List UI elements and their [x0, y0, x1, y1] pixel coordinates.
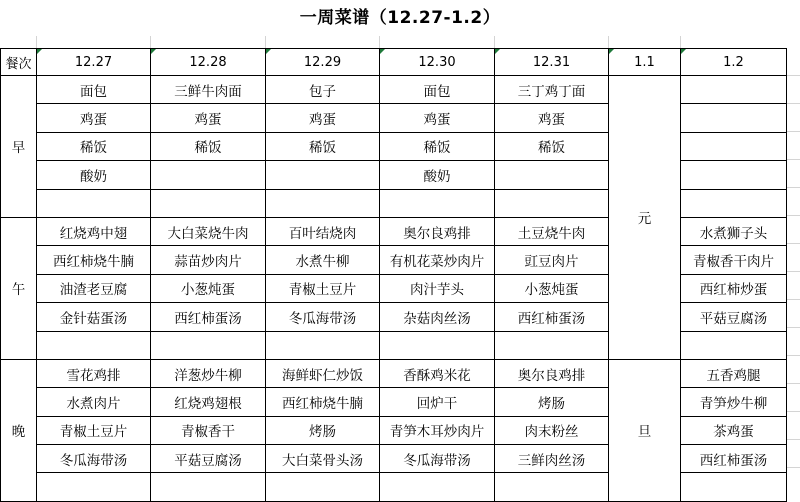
menu-cell[interactable]: 鸡蛋 — [380, 104, 495, 132]
menu-cell[interactable] — [266, 473, 380, 501]
menu-cell[interactable]: 酸奶 — [380, 161, 495, 189]
menu-cell[interactable]: 面包 — [37, 76, 151, 104]
menu-cell[interactable]: 杂菇肉丝汤 — [380, 303, 495, 331]
menu-cell[interactable] — [266, 161, 380, 189]
menu-cell[interactable]: 面包 — [380, 76, 495, 104]
menu-cell[interactable]: 水煮肉片 — [37, 388, 151, 416]
menu-cell[interactable]: 回炉干 — [380, 388, 495, 416]
comment-marker-icon — [380, 49, 385, 54]
menu-cell[interactable]: 海鲜虾仁炒饭 — [266, 359, 380, 387]
menu-cell[interactable]: 稀饭 — [380, 132, 495, 160]
menu-cell[interactable]: 烤肠 — [266, 416, 380, 444]
menu-cell[interactable]: 鸡蛋 — [266, 104, 380, 132]
meal-lunch[interactable]: 午 — [1, 217, 37, 359]
menu-cell[interactable] — [495, 473, 609, 501]
menu-cell[interactable]: 豇豆肉片 — [495, 246, 609, 274]
menu-cell[interactable]: 稀饭 — [37, 132, 151, 160]
page-title: 一周菜谱（12.27-1.2） — [299, 8, 501, 28]
comment-marker-icon — [266, 49, 271, 54]
date-header[interactable]: 1.1 — [609, 49, 681, 76]
menu-cell[interactable]: 包子 — [266, 76, 380, 104]
comment-marker-icon — [609, 49, 614, 54]
menu-cell[interactable]: 大白菜烧牛肉 — [151, 217, 266, 245]
menu-cell[interactable] — [266, 331, 380, 359]
comment-marker-icon — [37, 49, 42, 54]
menu-cell[interactable] — [380, 473, 495, 501]
menu-cell[interactable]: 土豆烧牛肉 — [495, 217, 609, 245]
sheet-gridline — [494, 36, 495, 48]
menu-cell[interactable] — [681, 161, 787, 189]
menu-cell[interactable]: 金针菇蛋汤 — [37, 303, 151, 331]
menu-cell[interactable]: 红烧鸡中翅 — [37, 217, 151, 245]
menu-cell[interactable]: 稀饭 — [266, 132, 380, 160]
sheet-gridline — [608, 36, 609, 48]
menu-cell[interactable]: 西红柿蛋汤 — [151, 303, 266, 331]
menu-cell[interactable]: 冬瓜海带汤 — [37, 445, 151, 473]
menu-cell[interactable]: 青笋炒牛柳 — [681, 388, 787, 416]
menu-cell[interactable] — [495, 189, 609, 217]
menu-cell[interactable]: 大白菜骨头汤 — [266, 445, 380, 473]
meal-breakfast[interactable]: 早 — [1, 76, 37, 218]
date-header[interactable]: 12.30 — [380, 49, 495, 76]
sheet-gridline — [265, 36, 266, 48]
menu-cell[interactable] — [681, 189, 787, 217]
menu-cell[interactable] — [495, 331, 609, 359]
date-header[interactable]: 12.29 — [266, 49, 380, 76]
menu-cell[interactable]: 水煮牛柳 — [266, 246, 380, 274]
menu-cell[interactable]: 茶鸡蛋 — [681, 416, 787, 444]
menu-cell[interactable]: 青椒香干肉片 — [681, 246, 787, 274]
menu-cell[interactable]: 鸡蛋 — [495, 104, 609, 132]
date-header[interactable]: 12.27 — [37, 49, 151, 76]
menu-cell[interactable]: 西红柿烧牛腩 — [266, 388, 380, 416]
menu-cell[interactable]: 红烧鸡翅根 — [151, 388, 266, 416]
meal-column-header[interactable]: 餐次 — [1, 49, 37, 76]
menu-cell[interactable]: 稀饭 — [495, 132, 609, 160]
menu-cell[interactable]: 西红柿炒蛋 — [681, 274, 787, 302]
menu-cell[interactable]: 冬瓜海带汤 — [380, 445, 495, 473]
menu-cell[interactable] — [681, 473, 787, 501]
comment-marker-icon — [681, 49, 686, 54]
menu-cell[interactable]: 洋葱炒牛柳 — [151, 359, 266, 387]
menu-cell[interactable] — [151, 473, 266, 501]
date-header[interactable]: 12.31 — [495, 49, 609, 76]
menu-sheet — [0, 48, 800, 490]
menu-cell[interactable]: 平菇豆腐汤 — [681, 303, 787, 331]
sheet-gridline — [36, 36, 37, 48]
menu-cell[interactable]: 西红柿蛋汤 — [495, 303, 609, 331]
holiday-cell-yuan[interactable]: 元 — [609, 76, 681, 360]
menu-cell[interactable]: 冬瓜海带汤 — [266, 303, 380, 331]
menu-cell[interactable] — [151, 189, 266, 217]
menu-cell[interactable]: 青椒土豆片 — [266, 274, 380, 302]
sheet-gridline — [379, 36, 380, 48]
menu-cell[interactable]: 青椒香干 — [151, 416, 266, 444]
menu-cell[interactable]: 烤肠 — [495, 388, 609, 416]
menu-cell[interactable]: 西红柿烧牛腩 — [37, 246, 151, 274]
menu-table — [0, 48, 787, 502]
header-row — [1, 49, 787, 76]
menu-cell[interactable] — [37, 473, 151, 501]
menu-cell[interactable] — [681, 331, 787, 359]
menu-cell[interactable]: 油渣老豆腐 — [37, 274, 151, 302]
menu-cell[interactable] — [151, 331, 266, 359]
menu-cell[interactable]: 鸡蛋 — [151, 104, 266, 132]
table-row — [1, 76, 787, 104]
menu-cell[interactable]: 三丁鸡丁面 — [495, 76, 609, 104]
comment-marker-icon — [151, 49, 156, 54]
menu-cell[interactable]: 小葱炖蛋 — [495, 274, 609, 302]
menu-cell[interactable] — [151, 161, 266, 189]
menu-cell[interactable]: 香酥鸡米花 — [380, 359, 495, 387]
menu-cell[interactable] — [37, 189, 151, 217]
date-header[interactable]: 12.28 — [151, 49, 266, 76]
menu-cell[interactable]: 酸奶 — [37, 161, 151, 189]
menu-cell[interactable] — [266, 189, 380, 217]
holiday-cell-dan[interactable]: 旦 — [609, 359, 681, 501]
menu-cell[interactable]: 稀饭 — [151, 132, 266, 160]
menu-cell[interactable]: 奥尔良鸡排 — [495, 359, 609, 387]
menu-cell[interactable]: 青笋木耳炒肉片 — [380, 416, 495, 444]
menu-cell[interactable]: 有机花菜炒肉片 — [380, 246, 495, 274]
menu-cell[interactable]: 鸡蛋 — [37, 104, 151, 132]
menu-cell[interactable]: 平菇豆腐汤 — [151, 445, 266, 473]
menu-cell[interactable] — [380, 189, 495, 217]
sheet-gridline — [150, 36, 151, 48]
menu-cell[interactable] — [495, 161, 609, 189]
menu-cell[interactable]: 百叶结烧肉 — [266, 217, 380, 245]
menu-cell[interactable]: 蒜苗炒肉片 — [151, 246, 266, 274]
menu-cell[interactable]: 奥尔良鸡排 — [380, 217, 495, 245]
menu-cell[interactable]: 青椒土豆片 — [37, 416, 151, 444]
meal-dinner[interactable]: 晚 — [1, 359, 37, 501]
menu-cell[interactable]: 雪花鸡排 — [37, 359, 151, 387]
menu-cell[interactable]: 肉汁芋头 — [380, 274, 495, 302]
comment-marker-icon — [495, 49, 500, 54]
menu-cell[interactable] — [37, 331, 151, 359]
menu-cell[interactable]: 水煮狮子头 — [681, 217, 787, 245]
table-row — [1, 359, 787, 387]
menu-cell[interactable]: 肉末粉丝 — [495, 416, 609, 444]
menu-cell[interactable]: 小葱炖蛋 — [151, 274, 266, 302]
date-header[interactable]: 1.2 — [681, 49, 787, 76]
menu-cell[interactable]: 三鲜肉丝汤 — [495, 445, 609, 473]
menu-cell[interactable]: 三鲜牛肉面 — [151, 76, 266, 104]
menu-cell[interactable] — [681, 76, 787, 104]
sheet-gridline — [680, 36, 681, 48]
menu-cell[interactable]: 西红柿蛋汤 — [681, 445, 787, 473]
menu-cell[interactable] — [681, 132, 787, 160]
menu-cell[interactable] — [380, 331, 495, 359]
menu-cell[interactable]: 五香鸡腿 — [681, 359, 787, 387]
menu-cell[interactable] — [681, 104, 787, 132]
